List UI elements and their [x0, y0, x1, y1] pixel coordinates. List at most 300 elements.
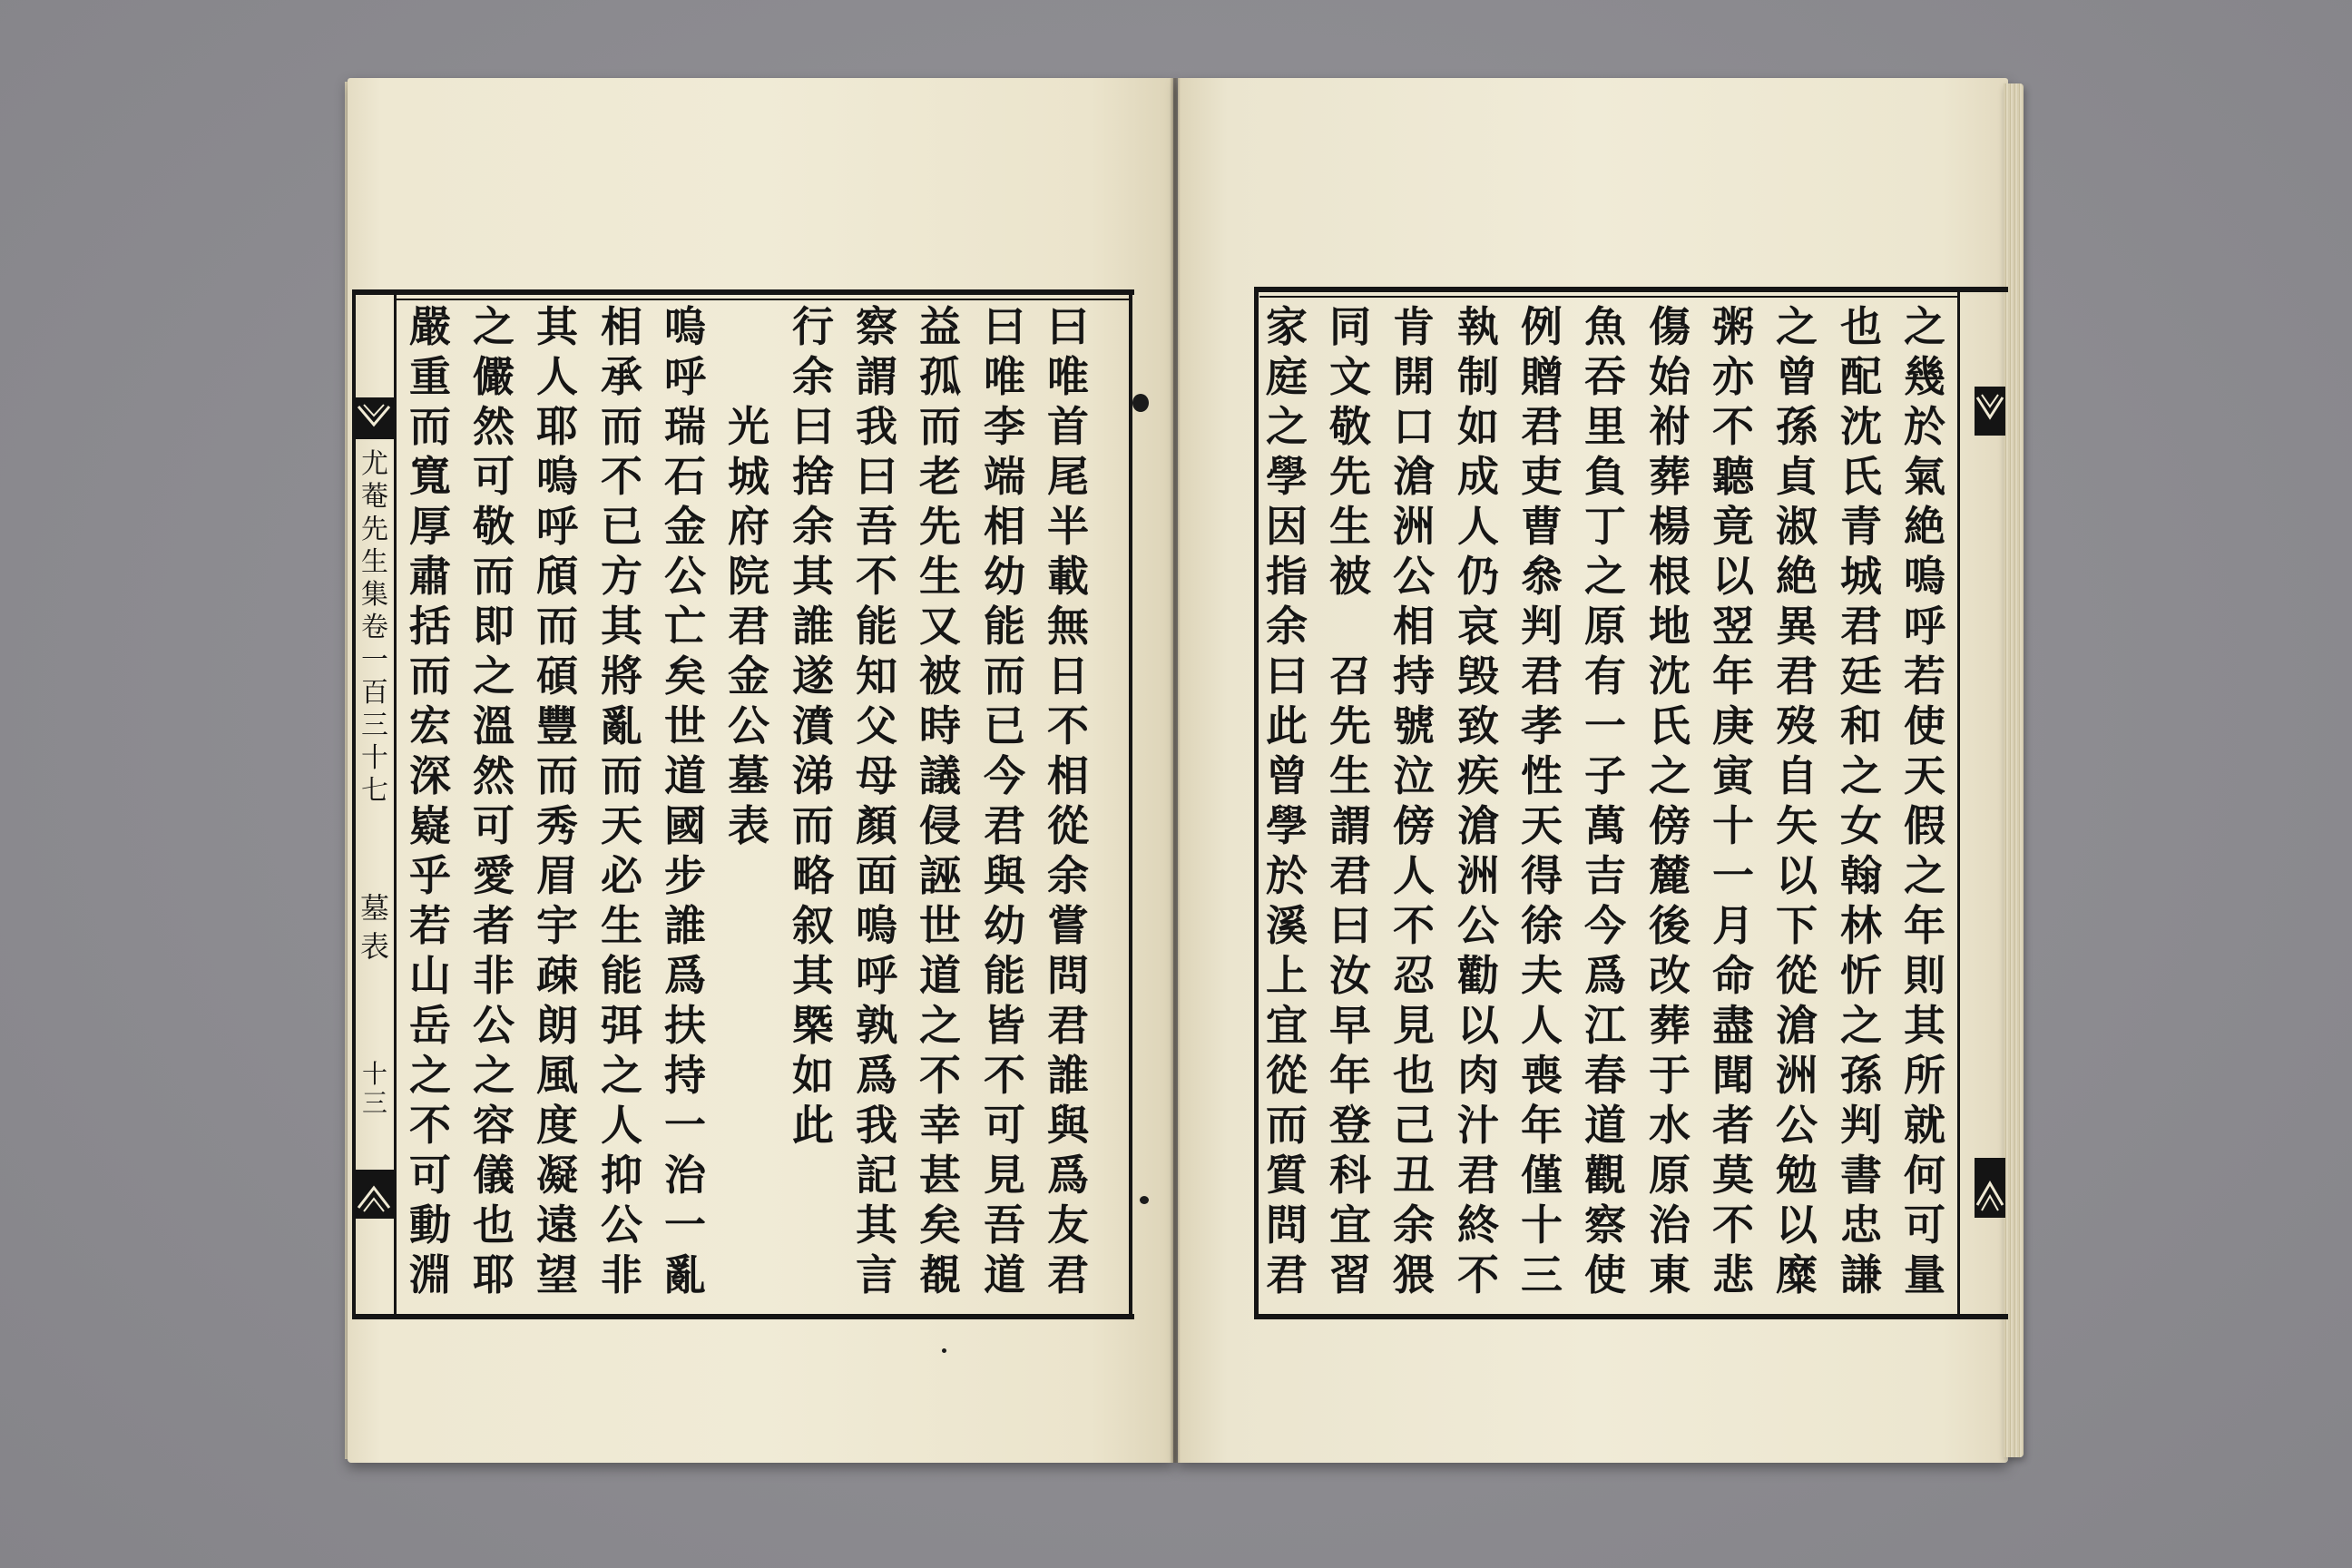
- glyph: 即: [473, 602, 514, 651]
- glyph: 我: [856, 402, 897, 451]
- glyph: 致: [1457, 701, 1499, 750]
- glyph: 疾: [1457, 751, 1499, 800]
- text-column: [593, 302, 651, 1300]
- glyph: 從: [1266, 1051, 1308, 1100]
- glyph: 抑: [601, 1151, 642, 1200]
- glyph: 粥: [1712, 302, 1754, 351]
- glyph: 三: [1521, 1250, 1563, 1299]
- glyph: 廷: [1840, 652, 1882, 701]
- glyph: 尾: [1047, 452, 1089, 501]
- glyph: 以: [1776, 1200, 1818, 1250]
- glyph: 而: [919, 402, 961, 451]
- glyph: 一: [664, 1200, 706, 1250]
- glyph: 也: [1393, 1051, 1435, 1100]
- glyph: 寬: [409, 452, 451, 501]
- glyph: 金: [664, 502, 706, 551]
- glyph: 而: [601, 751, 642, 800]
- glyph: 嶷: [409, 801, 451, 850]
- glyph: 嗚: [1904, 552, 1945, 601]
- glyph: 首: [1047, 402, 1089, 451]
- glyph: 疎: [536, 951, 578, 1000]
- glyph: 翌: [1712, 602, 1754, 651]
- glyph: 三: [361, 710, 388, 741]
- glyph: 曰: [984, 302, 1025, 351]
- glyph: 議: [919, 751, 961, 800]
- glyph: 眉: [536, 851, 578, 900]
- glyph: 其: [856, 1200, 897, 1250]
- glyph: 指: [1266, 552, 1308, 601]
- glyph: 之: [1776, 302, 1818, 351]
- glyph: 城: [728, 452, 769, 501]
- glyph: 公: [1393, 552, 1435, 601]
- glyph: 時: [919, 701, 961, 750]
- glyph: 贈: [1521, 352, 1563, 401]
- glyph: 氏: [1649, 701, 1690, 750]
- glyph: 已: [601, 502, 642, 551]
- text-column: [1576, 302, 1634, 1300]
- glyph: 可: [409, 1151, 451, 1200]
- glyph: 淵: [409, 1250, 451, 1299]
- glyph: 吾: [984, 1200, 1025, 1250]
- glyph: 人: [601, 1101, 642, 1150]
- glyph: 判: [1840, 1101, 1882, 1150]
- glyph: 孰: [856, 1001, 897, 1050]
- glyph: 集: [361, 579, 388, 611]
- glyph: 三: [361, 1088, 387, 1118]
- glyph: 曰: [1266, 652, 1308, 701]
- glyph: 因: [1266, 502, 1308, 551]
- glyph: 幸: [919, 1101, 961, 1150]
- book-title-margin: [357, 448, 393, 808]
- glyph: 然: [473, 402, 514, 451]
- glyph: 城: [1840, 552, 1882, 601]
- glyph: 生: [1329, 502, 1371, 551]
- glyph: 之: [1584, 552, 1626, 601]
- glyph: 丁: [1584, 502, 1626, 551]
- glyph: 之: [1840, 751, 1882, 800]
- glyph: 表: [728, 801, 769, 850]
- glyph: 萬: [1584, 801, 1626, 850]
- glyph: 使: [1904, 701, 1945, 750]
- glyph: 之: [1904, 302, 1945, 351]
- text-column: [1704, 302, 1762, 1300]
- glyph: 莫: [1712, 1151, 1754, 1200]
- glyph: 不: [919, 1051, 961, 1100]
- glyph: 深: [409, 751, 451, 800]
- text-column: [1039, 302, 1097, 1300]
- glyph: 異: [1776, 602, 1818, 651]
- glyph: 不: [1393, 901, 1435, 950]
- glyph: 自: [1776, 751, 1818, 800]
- glyph: 猥: [1393, 1250, 1435, 1299]
- glyph: 君: [1329, 851, 1371, 900]
- glyph: 十: [361, 742, 388, 774]
- glyph: 人: [1521, 1001, 1563, 1050]
- glyph: 府: [728, 502, 769, 551]
- glyph: 孝: [1521, 701, 1563, 750]
- glyph: 公: [601, 1200, 642, 1250]
- glyph: 生: [601, 901, 642, 950]
- glyph: 治: [1649, 1200, 1690, 1250]
- glyph: 我: [856, 1101, 897, 1150]
- glyph: 一: [1712, 851, 1754, 900]
- glyph: 顏: [856, 801, 897, 850]
- glyph: 嗚: [664, 302, 706, 351]
- glyph: 吞: [1584, 352, 1626, 401]
- glyph: 母: [856, 751, 897, 800]
- glyph: 天: [1904, 751, 1945, 800]
- glyph: 之: [473, 1051, 514, 1100]
- glyph: 洲: [1457, 851, 1499, 900]
- glyph: 盡: [1712, 1001, 1754, 1050]
- glyph: 端: [984, 452, 1025, 501]
- glyph: 括: [409, 602, 451, 651]
- glyph: 質: [1266, 1151, 1308, 1200]
- glyph: 然: [473, 751, 514, 800]
- glyph: 不: [601, 452, 642, 501]
- right-frame-top: [1254, 287, 2008, 292]
- glyph: 言: [856, 1250, 897, 1299]
- glyph: 君: [728, 602, 769, 651]
- glyph: 能: [601, 951, 642, 1000]
- glyph: 貞: [1776, 452, 1818, 501]
- text-column: [784, 302, 842, 1151]
- glyph: 公: [664, 552, 706, 601]
- glyph: 生: [361, 546, 388, 578]
- glyph: 山: [409, 951, 451, 1000]
- glyph: 呼: [664, 352, 706, 401]
- glyph: 傷: [1649, 302, 1690, 351]
- glyph: 而: [601, 402, 642, 451]
- left-center-column-line: [394, 289, 397, 1319]
- glyph: 先: [919, 502, 961, 551]
- glyph: 與: [984, 851, 1025, 900]
- glyph: 謂: [1329, 801, 1371, 850]
- book-spine: [1170, 78, 1181, 1463]
- glyph: 沈: [1649, 652, 1690, 701]
- page-number-margin: [357, 1060, 393, 1118]
- glyph: 聽: [1712, 452, 1754, 501]
- right-center-column-line: [1957, 287, 1960, 1319]
- glyph: 風: [536, 1051, 578, 1100]
- text-column: [1768, 302, 1826, 1300]
- glyph: 亂: [601, 701, 642, 750]
- glyph: 相: [1047, 751, 1089, 800]
- glyph: 宇: [536, 901, 578, 950]
- glyph: 余: [1393, 1200, 1435, 1250]
- glyph: 察: [1584, 1200, 1626, 1250]
- glyph: 肉: [1457, 1051, 1499, 1100]
- glyph: 毁: [1457, 652, 1499, 701]
- glyph: 宜: [1266, 1001, 1308, 1050]
- glyph: 其: [792, 951, 834, 1000]
- glyph: 寅: [1712, 751, 1754, 800]
- glyph: 十: [1712, 801, 1754, 850]
- glyph: 誰: [1047, 1051, 1089, 1100]
- glyph: 孤: [919, 352, 961, 401]
- glyph: 覩: [919, 1250, 961, 1299]
- glyph: 量: [1904, 1250, 1945, 1299]
- section-title-margin: [357, 889, 393, 965]
- glyph: 問: [1047, 951, 1089, 1000]
- glyph: 十: [1521, 1200, 1563, 1250]
- left-frame-outer: [352, 289, 356, 1319]
- glyph: 唯: [1047, 352, 1089, 401]
- glyph: 卷: [361, 612, 388, 643]
- fish-tail-top-icon: [354, 397, 394, 439]
- glyph: 一: [1584, 701, 1626, 750]
- glyph: 而: [792, 801, 834, 850]
- glyph: 相: [1393, 602, 1435, 651]
- glyph: 度: [536, 1101, 578, 1150]
- glyph: 記: [856, 1151, 897, 1200]
- glyph: 敬: [1329, 402, 1371, 451]
- glyph: 不: [409, 1101, 451, 1150]
- glyph: 必: [601, 851, 642, 900]
- glyph: 幼: [984, 901, 1025, 950]
- glyph: 葬: [1649, 1001, 1690, 1050]
- glyph: 滄: [1776, 1001, 1818, 1050]
- glyph: 就: [1904, 1101, 1945, 1150]
- text-column: [1449, 302, 1507, 1300]
- glyph: 望: [536, 1250, 578, 1299]
- glyph: 呼: [1904, 602, 1945, 651]
- glyph: 丑: [1393, 1151, 1435, 1200]
- glyph: 其: [792, 552, 834, 601]
- text-column: [528, 302, 586, 1300]
- glyph: 勸: [1457, 951, 1499, 1000]
- glyph: 從: [1776, 951, 1818, 1000]
- glyph: 十: [361, 1059, 387, 1089]
- glyph: 歿: [1776, 701, 1818, 750]
- glyph: 滄: [1457, 801, 1499, 850]
- glyph: 月: [1712, 901, 1754, 950]
- glyph: 益: [919, 302, 961, 351]
- glyph: 學: [1266, 452, 1308, 501]
- glyph: 之: [1649, 751, 1690, 800]
- glyph: 公: [728, 701, 769, 750]
- glyph: 世: [664, 701, 706, 750]
- glyph: 若: [1904, 652, 1945, 701]
- glyph: 汝: [1329, 951, 1371, 1000]
- glyph: 曰: [792, 402, 834, 451]
- glyph: 其: [536, 302, 578, 351]
- glyph: 和: [1840, 701, 1882, 750]
- glyph: 而: [409, 402, 451, 451]
- glyph: 岳: [409, 1001, 451, 1050]
- glyph: 七: [361, 775, 388, 807]
- glyph: 口: [1393, 402, 1435, 451]
- glyph: 矢: [1776, 801, 1818, 850]
- glyph: 溪: [1266, 901, 1308, 950]
- glyph: 老: [919, 452, 961, 501]
- glyph: 絶: [1776, 552, 1818, 601]
- glyph: 儀: [473, 1151, 514, 1200]
- glyph: 曾: [1776, 352, 1818, 401]
- text-column: [911, 302, 969, 1300]
- right-frame-top-inner: [1259, 296, 1957, 298]
- glyph: 儼: [473, 352, 514, 401]
- glyph: 天: [601, 801, 642, 850]
- glyph: 己: [1393, 1101, 1435, 1150]
- glyph: 可: [984, 1101, 1025, 1150]
- glyph: 墓: [359, 891, 389, 926]
- text-column: [465, 302, 523, 1300]
- glyph: 君: [1521, 652, 1563, 701]
- glyph: 治: [664, 1151, 706, 1200]
- glyph: 人: [536, 352, 578, 401]
- glyph: 以: [1776, 851, 1818, 900]
- glyph: 朗: [536, 1001, 578, 1050]
- glyph: 光: [728, 402, 769, 451]
- glyph: 悲: [1712, 1250, 1754, 1299]
- glyph: 步: [664, 851, 706, 900]
- glyph: 水: [1649, 1101, 1690, 1150]
- glyph: 余: [1266, 602, 1308, 651]
- glyph: 性: [1521, 751, 1563, 800]
- glyph: 其: [1904, 1001, 1945, 1050]
- glyph: 仍: [1457, 552, 1499, 601]
- glyph: 原: [1649, 1151, 1690, 1200]
- glyph: 之: [919, 1001, 961, 1050]
- glyph: 忍: [1393, 951, 1435, 1000]
- glyph: 相: [984, 502, 1025, 551]
- glyph: 能: [984, 951, 1025, 1000]
- glyph: 同: [1329, 302, 1371, 351]
- glyph: 表: [359, 929, 389, 964]
- glyph: 捨: [792, 452, 834, 501]
- glyph: 碩: [536, 652, 578, 701]
- glyph: 君: [1457, 1151, 1499, 1200]
- glyph: 耶: [473, 1250, 514, 1299]
- glyph: 改: [1649, 951, 1690, 1000]
- glyph: 地: [1649, 602, 1690, 651]
- glyph: 君: [1047, 1250, 1089, 1299]
- glyph: 略: [792, 851, 834, 900]
- left-frame-top: [352, 289, 1134, 295]
- glyph: 得: [1521, 851, 1563, 900]
- glyph: 爲: [856, 1051, 897, 1100]
- glyph: 宜: [1329, 1200, 1371, 1250]
- glyph: 之: [601, 1051, 642, 1100]
- glyph: 登: [1329, 1101, 1371, 1150]
- glyph: 余: [792, 352, 834, 401]
- glyph: 耶: [536, 402, 578, 451]
- glyph: 江: [1584, 1001, 1626, 1050]
- glyph: 見: [984, 1151, 1025, 1200]
- glyph: 謂: [856, 352, 897, 401]
- glyph: 能: [856, 602, 897, 651]
- glyph: 吏: [1521, 452, 1563, 501]
- glyph: 可: [1904, 1200, 1945, 1250]
- section-heading: [720, 402, 778, 851]
- glyph: 青: [1840, 502, 1882, 551]
- glyph: 道: [1584, 1101, 1626, 1150]
- glyph: 而: [473, 552, 514, 601]
- glyph: 生: [1329, 751, 1371, 800]
- glyph: 道: [664, 751, 706, 800]
- glyph: 被: [919, 652, 961, 701]
- glyph: 早: [1329, 1001, 1371, 1050]
- glyph: 制: [1457, 352, 1499, 401]
- glyph: 若: [409, 901, 451, 950]
- glyph: 不: [1047, 701, 1089, 750]
- glyph: 院: [728, 552, 769, 601]
- glyph: 沈: [1840, 402, 1882, 451]
- glyph: 吉: [1584, 851, 1626, 900]
- ink-spot: [1140, 1196, 1149, 1204]
- glyph: 忠: [1840, 1200, 1882, 1250]
- glyph: 侵: [919, 801, 961, 850]
- glyph: 洲: [1393, 502, 1435, 551]
- glyph: 之: [473, 652, 514, 701]
- text-column: [848, 302, 906, 1300]
- glyph: 嗚: [536, 452, 578, 501]
- glyph: 相: [601, 302, 642, 351]
- glyph: 而: [536, 751, 578, 800]
- glyph: 里: [1584, 402, 1626, 451]
- glyph: 使: [1584, 1250, 1626, 1299]
- ink-spot: [942, 1348, 946, 1353]
- glyph: 遠: [536, 1200, 578, 1250]
- glyph: 半: [1047, 502, 1089, 551]
- left-frame-bottom: [352, 1314, 1134, 1319]
- glyph: 友: [1047, 1200, 1089, 1250]
- glyph: 承: [601, 352, 642, 401]
- glyph: 幾: [1904, 352, 1945, 401]
- glyph: 動: [409, 1200, 451, 1250]
- glyph: 公: [473, 1001, 514, 1050]
- glyph: 者: [1712, 1101, 1754, 1150]
- glyph: 而: [536, 602, 578, 651]
- glyph: 余: [1047, 851, 1089, 900]
- glyph: 道: [984, 1250, 1025, 1299]
- glyph: 東: [1649, 1250, 1690, 1299]
- glyph: 知: [856, 652, 897, 701]
- glyph: 不: [856, 552, 897, 601]
- glyph: 之: [473, 302, 514, 351]
- text-column: [1641, 302, 1699, 1300]
- glyph: 謙: [1840, 1250, 1882, 1299]
- glyph: 持: [664, 1051, 706, 1100]
- glyph: 百: [361, 677, 388, 709]
- glyph: 方: [601, 552, 642, 601]
- glyph: 何: [1904, 1151, 1945, 1200]
- glyph: 葬: [1649, 452, 1690, 501]
- fish-tail-bottom-icon: [354, 1170, 394, 1219]
- glyph: 假: [1904, 801, 1945, 850]
- glyph: 絶: [1904, 502, 1945, 551]
- glyph: 喪: [1521, 1051, 1563, 1100]
- glyph: 年: [1712, 652, 1754, 701]
- glyph: 子: [1584, 751, 1626, 800]
- glyph: 麓: [1649, 851, 1690, 900]
- glyph: 扶: [664, 1001, 706, 1050]
- glyph: 者: [473, 901, 514, 950]
- glyph: 唯: [984, 352, 1025, 401]
- glyph: 槩: [792, 1001, 834, 1050]
- glyph: 嚴: [409, 302, 451, 351]
- glyph: 年: [1904, 901, 1945, 950]
- glyph: 日: [1047, 652, 1089, 701]
- glyph: 氏: [1840, 452, 1882, 501]
- glyph: 亡: [664, 602, 706, 651]
- glyph: 忻: [1840, 951, 1882, 1000]
- glyph: 矣: [919, 1200, 961, 1250]
- glyph: 嗚: [856, 901, 897, 950]
- glyph: 行: [792, 302, 834, 351]
- glyph: 又: [919, 602, 961, 651]
